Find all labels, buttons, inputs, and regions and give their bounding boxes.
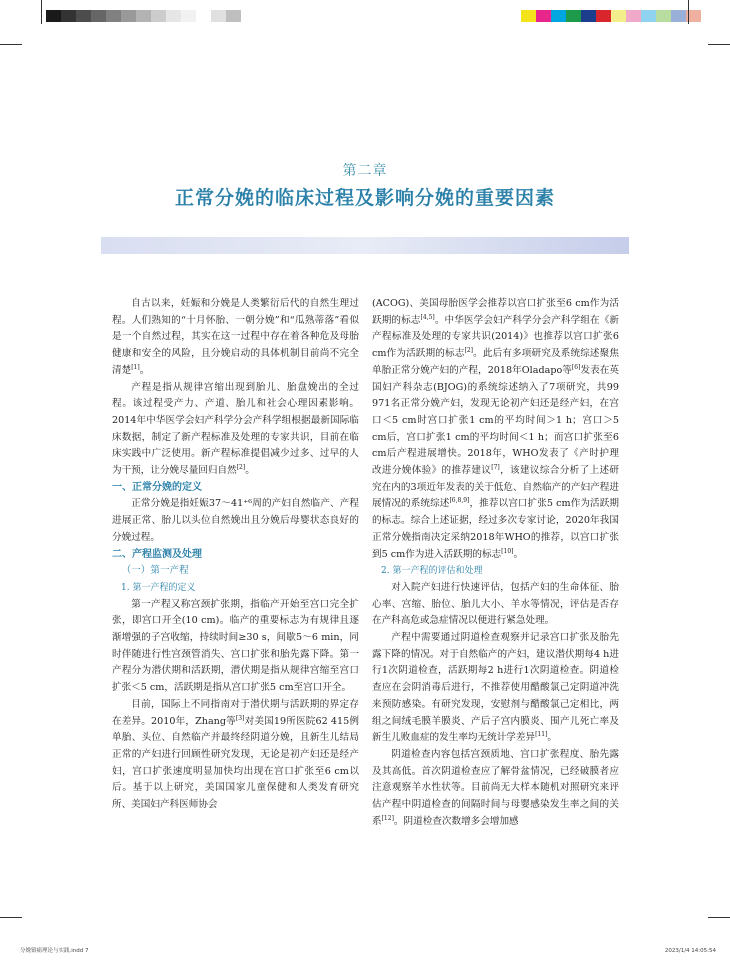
citation: [3] [235,714,245,722]
citation: [4,5] [420,313,435,321]
footer-filename: 分娩镇痛理论与实践.indd 7 [20,948,89,954]
section-heading: 二、产程监测及处理 [112,548,202,560]
citation: [11] [535,731,548,739]
color-swatch [641,10,656,22]
color-swatch [521,10,536,22]
chapter-label: 第二章 [342,163,388,179]
color-swatch [626,10,641,22]
citation: [6] [571,363,581,371]
color-swatch [61,10,76,22]
color-swatch [106,10,121,22]
citation: [1] [131,363,140,371]
paragraph: 产程是指从规律宫缩出现到胎儿、胎盘娩出的全过程。该过程受产力、产道、胎儿和社会心理因素影响。2014年中华医学会妇产科学分会产科学组根据最新国际临床数据，制定了新产程标准及处理的专家共识，目前在临床实践中广泛使用。新产程标准提倡减少过多、过早的人为干预，让分娩尽量回归自然[2]。 [112,381,359,477]
color-swatch [536,10,551,22]
footer-timestamp: 2023/1/4 14:05:54 [664,948,716,954]
paragraph: 第一产程又称宫颈扩张期，指临产开始至宫口完全扩张，即宫口开全(10 cm)。临产的重要标志为有规律且逐渐增强的子宫收缩，持续时间≥30 s，间歇5～6 min，同时伴随进行性宫颈管消失、宫口扩张和胎先露下降。第一产程分为潜伏期和活跃期，潜伏期是指从规律宫缩至宫口扩张＜5 cm，活跃期是指从宫口扩张5 cm至宫口开全。 [112,598,359,694]
paragraph: 目前，国际上不同指南对于潜伏期与活跃期的界定存在差异。2010年，Zhang等[3]对美国19所医院62 415例单胎、头位、自然临产并最终经阴道分娩，且新生儿结局正常的产妇进行回顾性研究发现，无论是初产妇还是经产妇，宫口扩张速度明显加快均出现在宫口扩张至6 cm以后。基于以上研究，美国国家儿童保健和人类发育研究所、美国妇产科医师协会 [112,698,359,811]
color-swatch [91,10,106,22]
paragraph: 产程中需要通过阴道检查观察并记录宫口扩张及胎先露下降的情况。对于自然临产的产妇，建议潜伏期每4 h进行1次阴道检查，活跃期每2 h进行1次阴道检查。阴道检查应在会阴消毒后进行，不推荐使用醋酸氯己定阴道冲洗来预防感染。有研究发现，安慰剂与醋酸氯己定相比，两组之间绒毛膜羊膜炎、产后子宫内膜炎、围产儿死亡率及新生儿败血症的发生率均无统计学差异[11]。 [372,632,619,744]
citation: [7] [491,463,500,471]
color-swatch [611,10,626,22]
color-swatch [701,10,716,22]
decorative-band [101,237,629,254]
left-column [112,296,359,814]
paragraph: 对入院产妇进行快速评估，包括产妇的生命体征、胎心率、宫缩、胎位、胎儿大小、羊水等情况，评估是否存在产科高危或急症情况以便进行紧急处理。 [372,581,619,627]
citation: [10] [501,547,514,555]
color-swatch [46,10,61,22]
subsubsection-heading: 2. 第一产程的评估和处理 [381,566,483,577]
color-swatch [136,10,151,22]
chapter-title: 正常分娩的临床过程及影响分娩的重要因素 [174,187,555,209]
color-swatch [211,10,226,22]
crop-mark [708,44,730,45]
citation: [2] [236,463,246,471]
color-swatch [671,10,686,22]
color-swatch [551,10,566,22]
color-swatch [196,10,211,22]
section-heading: 一、正常分娩的定义 [112,481,202,493]
color-swatch [596,10,611,22]
crop-mark [708,917,730,918]
paragraph: 自古以来，妊娠和分娩是人类繁衍后代的自然生理过程。人们熟知的“十月怀胎、一朝分娩”和“瓜熟蒂落”看似是一个自然过程，其实在这一过程中存在着各种危及母胎健康和安全的风险，且分娩启动的具体机制目前尚不完全清楚[1]。 [112,298,359,376]
right-column [372,296,619,831]
color-swatch [226,10,241,22]
subsection-heading: （一）第一产程 [121,565,189,577]
crop-mark [688,0,689,24]
crop-mark [0,44,22,45]
crop-mark [41,0,42,24]
color-swatch [166,10,181,22]
color-swatch [581,10,596,22]
subsubsection-heading: 1. 第一产程的定义 [121,582,196,593]
paragraph: 正常分娩是指妊娠37～41⁺⁶周的产妇自然临产、产程进展正常、胎儿以头位自然娩出且分娩后母婴状态良好的分娩过程。 [112,498,359,543]
crop-mark [0,917,22,918]
citation: [12] [381,814,394,822]
color-swatch [121,10,136,22]
color-swatch [656,10,671,22]
color-swatch [151,10,166,22]
paragraph: 阴道检查内容包括宫颈质地、宫口扩张程度、胎先露及其高低。首次阴道检查应了解骨盆情况，已经破膜者应注意观察羊水性状等。目前尚无大样本随机对照研究来评估产程中阴道检查的间隔时间与母婴感染发生率之间的关系[12]。阴道检查次数增多会增加感 [372,748,619,827]
paragraph: (ACOG)、美国母胎医学会推荐以宫口扩张至6 cm作为活跃期的标志[4,5]。中华医学会妇产科学分会产科学组在《新产程标准及处理的专家共识(2014)》也推荐以宫口扩张6 cm作为活跃期的标志[2]。此后有多项研究及系统综述聚焦单胎正常分娩产妇的产程，2018年Oladapo等[6]发表在英国妇产科杂志(BJOG)的系统综述纳入了7项研究，共99 971名正常分娩产妇，发现无论初产妇还是经产妇，在宫口＜5 cm时宫口扩张1 cm的平均时间＞1 h；宫口＞5 cm后，宫口扩张1 cm的平均时间＜1 h；而宫口扩张至6 cm后产程进展增快。2018年，WHO发表了《产时护理改进分娩体验》的推荐建议[7]，该建议综合分析了上述研究在内的3项近年发表的关于低危、自然临产的产妇产程进展情况的系统综述[6,8,9]，推荐以宫口扩张5 cm作为活跃期的标志。综合上述证据，经过多次专家讨论，2020年我国正常分娩指南决定采纳2018年WHO的推荐，以宫口扩张到5 cm作为进入活跃期的标志[10]。 [372,298,620,560]
grayscale-color-bar [46,10,241,22]
color-swatch [76,10,91,22]
color-swatch [566,10,581,22]
citation: [6,8,9] [449,497,470,505]
citation: [2] [464,346,473,354]
process-color-bar [521,10,716,22]
color-swatch [181,10,196,22]
